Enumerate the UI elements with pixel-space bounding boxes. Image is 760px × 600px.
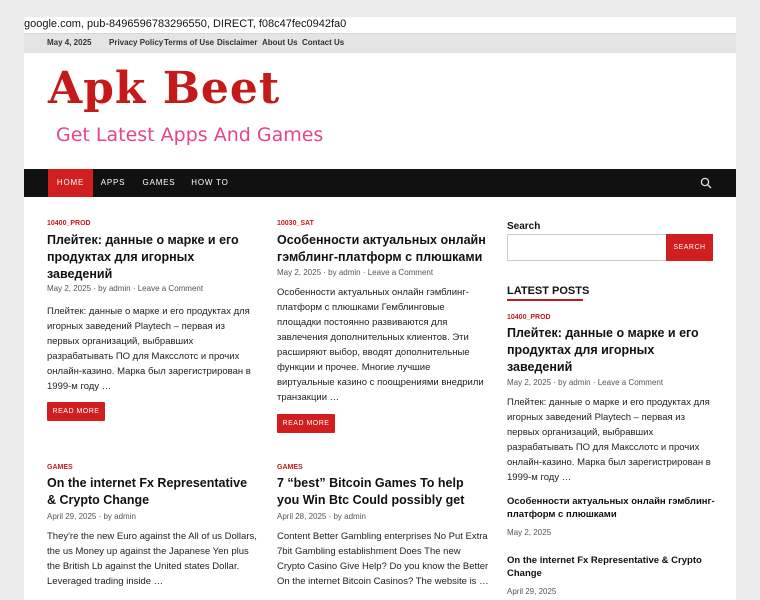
sidebar-post-category[interactable]: 10400_PROD xyxy=(507,314,551,321)
post-meta: April 29, 2025 · by admin xyxy=(47,512,136,521)
post-excerpt: Особенности актуальных онлайн гэмблинг-платформ с плюшками Гемблинговые площадки постоянно развиваются для завлечения дополнительных клиентов. Эти расширяют выбор, вводят дополнительные функции и прочее. Многие лучшие виртуальные казино с поощрениями внедрили транзакции … xyxy=(277,287,484,403)
top-bar xyxy=(24,33,736,53)
post-excerpt: Content Better Gambling enterprises No Put Extra 7bit Gambling establishment Does The new Crypto Casino Give Help? Do you know the Better On the internet Bitcoin Casinos? The website is … xyxy=(277,531,489,587)
top-link-privacy[interactable]: Privacy Policy xyxy=(109,38,164,47)
sidebar-list-date[interactable]: April 29, 2025 xyxy=(507,587,557,596)
post-meta: April 28, 2025 · by admin xyxy=(277,512,366,521)
post-date[interactable]: April 29, 2025 xyxy=(47,512,97,521)
post-date[interactable]: April 28, 2025 xyxy=(277,512,327,521)
post-excerpt: Плейтек: данные о марке и его продуктах для игорных заведений Playtech – первая из первых организаций, выбравших разрабатывать ПО для Макcслотс и прочих онлайн-казино. Марка был зарегистрирован в 1999-м году … xyxy=(47,306,251,392)
latest-posts-heading: LATEST POSTS xyxy=(507,285,590,297)
post-category[interactable]: 10030_SAT xyxy=(277,220,314,227)
search-button[interactable]: SEARCH xyxy=(666,234,713,261)
read-more-button[interactable]: READ MORE xyxy=(277,414,335,433)
post-author[interactable]: admin xyxy=(108,284,131,293)
post-meta: May 2, 2025 · by admin · Leave a Comment xyxy=(47,284,204,293)
post-meta: May 2, 2025 · by admin · Leave a Comment xyxy=(277,268,434,277)
site-header xyxy=(24,53,736,169)
sidebar-list-title[interactable]: Особенности актуальных онлайн гэмблинг-платформ с плюшками xyxy=(507,496,715,520)
search-label: Search xyxy=(507,221,541,232)
top-link-terms[interactable]: Terms of Use xyxy=(164,38,215,47)
post-date[interactable]: May 2, 2025 xyxy=(277,268,322,277)
top-link-about[interactable]: About Us xyxy=(262,38,298,47)
ad-text: google.com, pub-8496596783296550, DIRECT, f08c47fec0942fa0 xyxy=(24,18,347,30)
post-excerpt: They're the new Euro against the All of us Dollars, the us Money up against the Japanese Yen plus the British Lb against the United states Dollar. Leveraged trading inside … xyxy=(47,531,257,587)
post-date[interactable]: May 2, 2025 xyxy=(47,284,92,293)
post-author[interactable]: admin xyxy=(344,512,366,521)
top-link-disclaimer[interactable]: Disclaimer xyxy=(217,38,258,47)
sidebar-post-date[interactable]: May 2, 2025 xyxy=(507,378,552,387)
sidebar-post-meta: May 2, 2025 · by admin · Leave a Comment xyxy=(507,378,664,387)
post-category[interactable]: GAMES xyxy=(47,464,73,471)
search-icon[interactable] xyxy=(700,177,712,189)
sidebar-list-date[interactable]: May 2, 2025 xyxy=(507,528,552,537)
post-title[interactable]: Особенности актуальных онлайн гэмблинг-платформ с плюшками xyxy=(277,233,486,264)
main-nav xyxy=(24,169,736,197)
post-title[interactable]: Плейтек: данные о марке и его продуктах для игорных заведений xyxy=(47,233,239,281)
sidebar-list-title[interactable]: On the internet Fx Representative & Crypto Change xyxy=(507,555,702,579)
nav-how-to[interactable]: HOW TO xyxy=(191,178,229,187)
read-more-button[interactable]: READ MORE xyxy=(47,402,105,421)
site-tagline: Get Latest Apps And Games xyxy=(56,124,324,146)
ad-text-strip xyxy=(24,17,736,33)
post-author[interactable]: admin xyxy=(114,512,136,521)
post-comment-link[interactable]: Leave a Comment xyxy=(137,284,204,293)
search-input[interactable] xyxy=(507,234,667,261)
post-category[interactable]: 10400_PROD xyxy=(47,220,91,227)
top-link-contact[interactable]: Contact Us xyxy=(302,38,345,47)
sidebar-comment-link[interactable]: Leave a Comment xyxy=(597,378,664,387)
post-title[interactable]: 7 “best” Bitcoin Games To help you Win Btc Could possibly get xyxy=(277,476,465,507)
site-logo[interactable]: Apk Beet xyxy=(48,63,281,114)
post-category[interactable]: GAMES xyxy=(277,464,303,471)
nav-home[interactable]: HOME xyxy=(48,169,93,197)
sidebar-post-title[interactable]: Плейтек: данные о марке и его продуктах для игорных заведений xyxy=(507,326,699,374)
sidebar-post-excerpt: Плейтек: данные о марке и его продуктах для игорных заведений Playtech – первая из первых организаций, выбравших разрабатывать ПО для Макcслотс и прочих онлайн-казино. Марка был зарегистрирован в 1999-м году … xyxy=(507,397,711,483)
nav-games[interactable]: GAMES xyxy=(142,178,176,187)
post-comment-link[interactable]: Leave a Comment xyxy=(367,268,434,277)
post-author[interactable]: admin xyxy=(338,268,361,277)
post-title[interactable]: On the internet Fx Representative & Crypto Change xyxy=(47,476,248,507)
content-area xyxy=(24,197,736,600)
current-date: May 4, 2025 xyxy=(47,38,92,47)
heading-underline xyxy=(507,299,583,301)
nav-apps[interactable]: APPS xyxy=(100,178,126,187)
sidebar-post-author[interactable]: admin xyxy=(568,378,591,387)
